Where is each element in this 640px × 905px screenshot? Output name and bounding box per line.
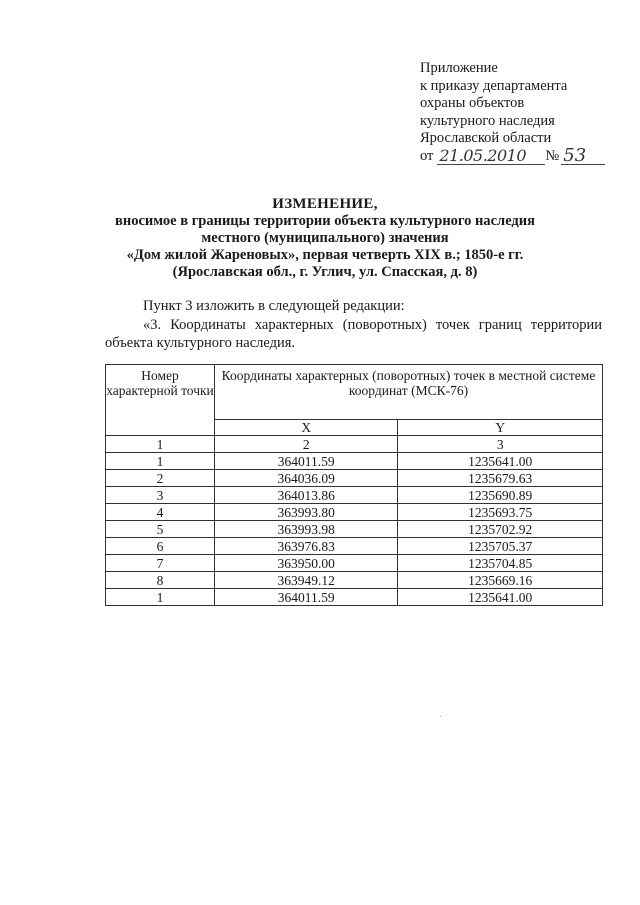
appendix-line: Приложение bbox=[420, 60, 498, 76]
table-row bbox=[106, 453, 603, 470]
header-point-number: Номер характерной точки bbox=[106, 365, 215, 436]
cell-x: 364011.59 bbox=[215, 589, 398, 606]
index-cell: 3 bbox=[398, 436, 603, 453]
cell-x: 363993.98 bbox=[215, 521, 398, 538]
table-row bbox=[106, 589, 603, 606]
header-coordinates: Координаты характерных (поворотных) точек в местной системе координат (МСК-76) bbox=[215, 365, 603, 420]
scan-speck bbox=[440, 716, 441, 717]
number-label: № bbox=[545, 147, 560, 164]
title-line: «Дом жилой Жареновых», первая четверть XIX в.; 1850-е гг. bbox=[126, 247, 524, 263]
cell-y: 1235693.75 bbox=[398, 504, 603, 521]
cell-y: 1235641.00 bbox=[398, 453, 603, 470]
paragraph-point-3: «3. Координаты характерных (поворотных) точек границ территории объекта культурного наследия. bbox=[105, 317, 602, 351]
title-line: (Ярославская обл., г. Углич, ул. Спасская, д. 8) bbox=[172, 264, 478, 280]
cell-y: 1235705.37 bbox=[398, 538, 603, 555]
cell-x: 364011.59 bbox=[215, 453, 398, 470]
table-row bbox=[106, 487, 603, 504]
document-title bbox=[90, 196, 560, 281]
table-row bbox=[106, 538, 603, 555]
index-cell: 2 bbox=[215, 436, 398, 453]
title-line: вносимое в границы территории объекта культурного наследия bbox=[115, 213, 535, 229]
cell-y: 1235669.16 bbox=[398, 572, 603, 589]
paragraph-instruction: Пункт 3 изложить в следующей редакции: bbox=[143, 298, 405, 314]
coordinates-table bbox=[105, 364, 603, 606]
cell-point: 6 bbox=[106, 538, 215, 555]
cell-y: 1235702.92 bbox=[398, 521, 603, 538]
cell-y: 1235641.00 bbox=[398, 589, 603, 606]
handwritten-date: 21.05.2010 bbox=[437, 148, 545, 165]
cell-point: 1 bbox=[106, 453, 215, 470]
table-row bbox=[106, 504, 603, 521]
table-row bbox=[106, 572, 603, 589]
order-date-line bbox=[420, 145, 620, 166]
header-x: X bbox=[215, 420, 398, 436]
cell-point: 3 bbox=[106, 487, 215, 504]
index-cell: 1 bbox=[106, 436, 215, 453]
cell-y: 1235690.89 bbox=[398, 487, 603, 504]
table-row bbox=[106, 521, 603, 538]
header-y: Y bbox=[398, 420, 603, 436]
table-row bbox=[106, 555, 603, 572]
from-label: от bbox=[420, 147, 434, 164]
cell-x: 363949.12 bbox=[215, 572, 398, 589]
cell-point: 8 bbox=[106, 572, 215, 589]
title-heading: ИЗМЕНЕНИЕ, bbox=[272, 196, 378, 212]
cell-x: 363976.83 bbox=[215, 538, 398, 555]
cell-point: 1 bbox=[106, 589, 215, 606]
appendix-line: Ярославской области bbox=[420, 130, 552, 146]
cell-point: 5 bbox=[106, 521, 215, 538]
cell-y: 1235704.85 bbox=[398, 555, 603, 572]
cell-x: 364013.86 bbox=[215, 487, 398, 504]
cell-x: 364036.09 bbox=[215, 470, 398, 487]
cell-point: 7 bbox=[106, 555, 215, 572]
title-line: местного (муниципального) значения bbox=[201, 230, 449, 246]
handwritten-number: 53 bbox=[561, 148, 605, 165]
appendix-line: культурного наследия bbox=[420, 112, 555, 129]
cell-point: 4 bbox=[106, 504, 215, 521]
cell-x: 363993.80 bbox=[215, 504, 398, 521]
cell-point: 2 bbox=[106, 470, 215, 487]
cell-x: 363950.00 bbox=[215, 555, 398, 572]
appendix-line: охраны объектов bbox=[420, 95, 525, 111]
table-row bbox=[106, 470, 603, 487]
appendix-block bbox=[420, 60, 620, 165]
appendix-line: к приказу департамента bbox=[420, 77, 568, 94]
cell-y: 1235679.63 bbox=[398, 470, 603, 487]
